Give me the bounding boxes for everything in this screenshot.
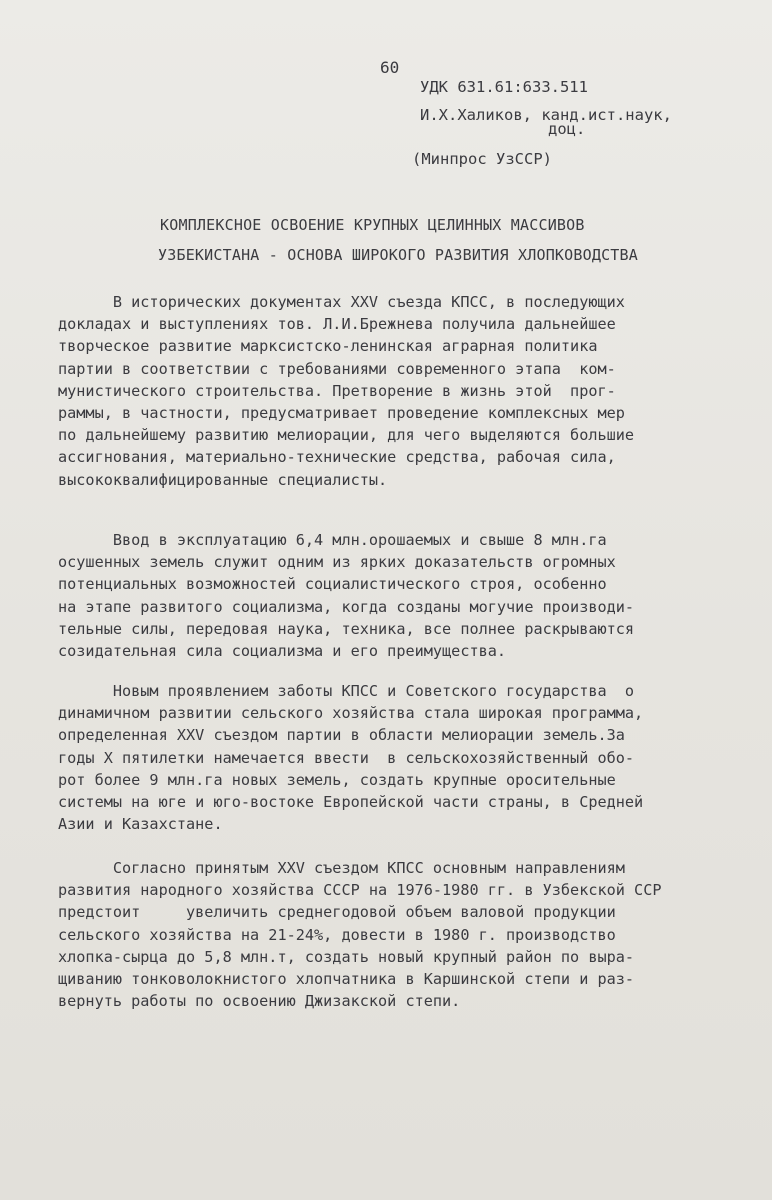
paragraph-3 — [58, 680, 748, 835]
text-line: Ввод в эксплуатацию 6,4 млн.орошаемых и свыше 8 млн.га — [58, 531, 607, 549]
text-line: докладах и выступлениях тов. Л.И.Брежнева получила дальнейшее — [58, 315, 616, 334]
udc-code: УДК 631.61:633.511 — [420, 78, 588, 96]
text-line: созидательная сила социализма и его преимущества. — [58, 642, 507, 661]
text-line: партии в соответствии с требованиями современного этапа ком- — [58, 359, 616, 378]
text-line: творческое развитие марксистско-ленинская аграрная политика — [58, 337, 598, 356]
text-line: определенная XXV съездом партии в области мелиорации земель.За — [58, 726, 625, 745]
text-line: Новым проявлением заботы КПСС и Советского государства о — [58, 682, 635, 700]
text-line: развития народного хозяйства СССР на 1976-1980 гг. в Узбекской ССР — [58, 881, 662, 900]
text-line: осушенных земель служит одним из ярких доказательств огромных — [58, 553, 616, 572]
organization: (Минпрос УзССР) — [412, 150, 552, 168]
text-line: тельные силы, передовая наука, техника, все полнее раскрываются — [58, 619, 635, 638]
text-line: рот более 9 млн.га новых земель, создать крупные оросительные — [58, 770, 616, 789]
text-line: годы X пятилетки намечается ввести в сельскохозяйственный обо- — [58, 748, 635, 767]
author-degree-line: доц. — [548, 120, 586, 138]
text-line: по дальнейшему развитию мелиорации, для чего выделяются большие — [58, 426, 635, 445]
text-line: ассигнования, материально-технические средства, рабочая сила, — [58, 448, 616, 467]
text-line: хлопка-сырца до 5,8 млн.т, создать новый крупный район по выра- — [58, 947, 635, 966]
text-line: мунистического строительства. Претворение в жизнь этой прог- — [58, 381, 616, 400]
paragraph-2 — [58, 529, 748, 662]
text-line: на этапе развитого социализма, когда созданы могучие производи- — [58, 597, 635, 616]
author-line: И.Х.Халиков, канд.ист.наук, — [420, 106, 672, 124]
text-line: В исторических документах XXV съезда КПСС, в последующих — [58, 293, 625, 311]
text-line: вернуть работы по освоению Джизакской степи. — [58, 992, 461, 1011]
text-line: Азии и Казахстане. — [58, 815, 223, 834]
text-line: предстоит увеличить среднегодовой объем валовой продукции — [58, 903, 616, 922]
text-line: Согласно принятым XXV съездом КПСС основным направлениям — [58, 859, 625, 877]
text-line: потенциальных возможностей социалистического строя, особенно — [58, 575, 607, 594]
article-title-line-2: УЗБЕКИСТАНА - ОСНОВА ШИРОКОГО РАЗВИТИЯ ХЛОПКОВОДСТВА — [158, 246, 638, 264]
text-line: системы на юге и юго-востоке Европейской части страны, в Средней — [58, 793, 644, 812]
page-number: 60 — [380, 58, 400, 77]
text-line: высококвалифицированные специалисты. — [58, 470, 388, 489]
article-title-line-1: КОМПЛЕКСНОЕ ОСВОЕНИЕ КРУПНЫХ ЦЕЛИННЫХ МАССИВОВ — [160, 216, 585, 234]
text-line: щиванию тонковолокнистого хлопчатника в Каршинской степи и раз- — [58, 970, 635, 989]
text-line: сельского хозяйства на 21-24%, довести в 1980 г. производство — [58, 925, 616, 944]
paragraph-1 — [58, 291, 748, 491]
text-line: динамичном развитии сельского хозяйства стала широкая программа, — [58, 704, 644, 723]
paragraph-4 — [58, 857, 748, 1012]
text-line: раммы, в частности, предусматривает проведение комплексных мер — [58, 404, 625, 423]
